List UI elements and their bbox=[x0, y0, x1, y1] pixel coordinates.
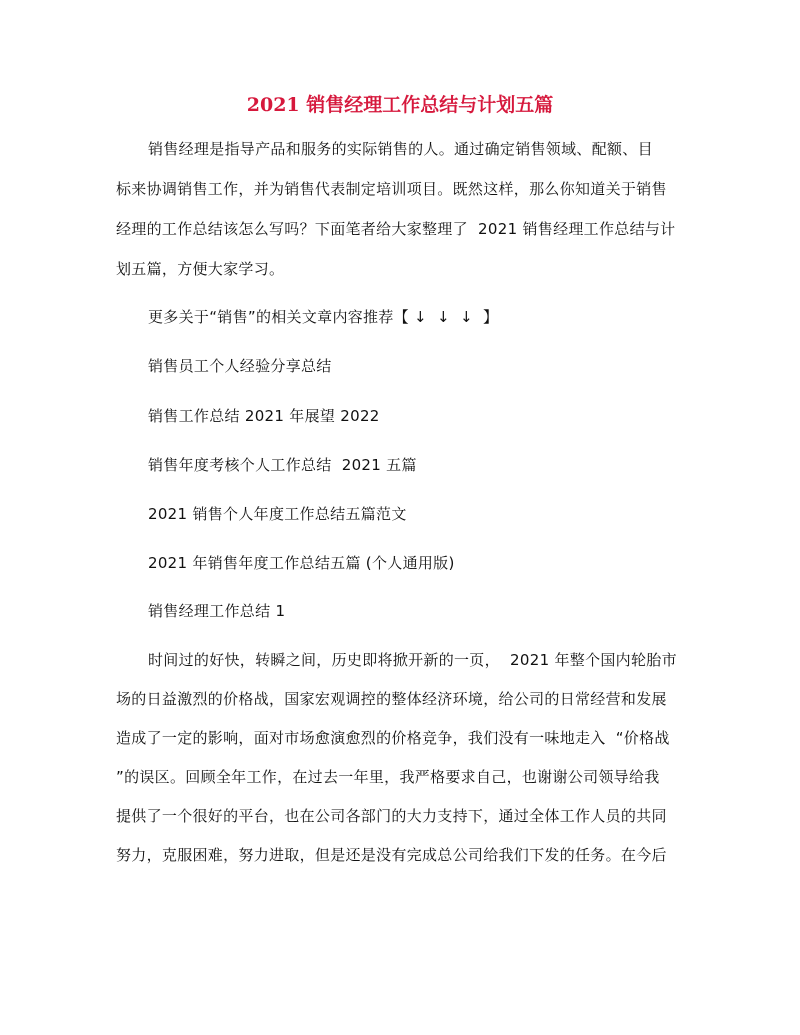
body-line: 场的日益激烈的价格战，国家宏观调控的整体经济环境，给公司的日常经营和发展 bbox=[116, 690, 667, 708]
section-heading: 销售经理工作总结 1 bbox=[148, 602, 286, 620]
related-link[interactable]: 销售工作总结 2021 年展望 2022 bbox=[148, 407, 380, 425]
body-line: 造成了一定的影响，面对市场愈演愈烈的价格竞争，我们没有一味地走入 “价格战 bbox=[116, 729, 670, 747]
related-link[interactable]: 销售员工个人经验分享总结 bbox=[148, 357, 332, 375]
intro-line: 划五篇，方便大家学习。 bbox=[116, 260, 285, 278]
body-line: 时间过的好快，转瞬之间，历史即将掀开新的一页， 2021 年整个国内轮胎市 bbox=[148, 651, 677, 669]
intro-line: 销售经理是指导产品和服务的实际销售的人。通过确定销售领域、配额、目 bbox=[148, 140, 653, 158]
document-title: 2021 销售经理工作总结与计划五篇 bbox=[246, 94, 554, 116]
intro-line: 经理的工作总结该怎么写吗？下面笔者给大家整理了 2021 销售经理工作总结与计 bbox=[116, 220, 676, 238]
related-link[interactable]: 2021 销售个人年度工作总结五篇范文 bbox=[148, 505, 407, 523]
body-line: ”的误区。回顾全年工作，在过去一年里，我严格要求自己，也谢谢公司领导给我 bbox=[116, 768, 660, 786]
related-link[interactable]: 2021 年销售年度工作总结五篇 (个人通用版) bbox=[148, 554, 455, 572]
body-line: 提供了一个很好的平台，也在公司各部门的大力支持下，通过全体工作人员的共同 bbox=[116, 807, 667, 825]
recommend-line: 更多关于“销售”的相关文章内容推荐【 ↓ ↓ ↓ 】 bbox=[148, 308, 499, 326]
related-link[interactable]: 销售年度考核个人工作总结 2021 五篇 bbox=[148, 456, 417, 474]
intro-line: 标来协调销售工作，并为销售代表制定培训项目。既然这样，那么你知道关于销售 bbox=[116, 180, 667, 198]
body-line: 努力，克服困难，努力进取，但是还是没有完成总公司给我们下发的任务。在今后 bbox=[116, 846, 667, 864]
